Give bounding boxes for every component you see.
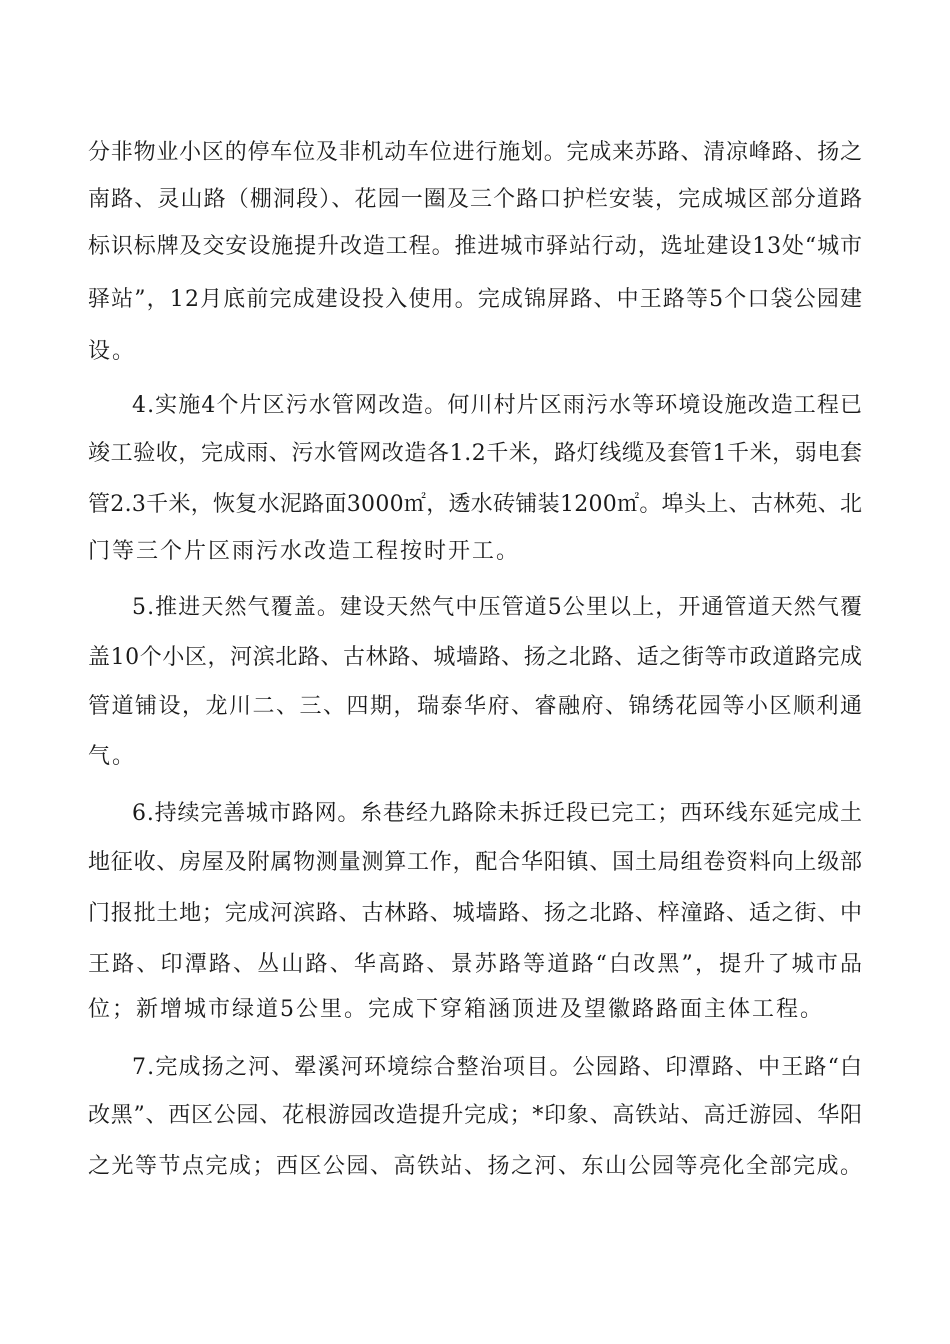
text-line (0, 886, 950, 942)
line-text: 管道铺设，龙川二、三、四期，瑞泰华府、睿融府、锦绣花园等小区顺利通 (88, 694, 864, 719)
line-text: 王路、印潭路、丛山路、华高路、景苏路等道路“白改黑”，提升了城市品 (88, 952, 865, 977)
text-line (0, 324, 950, 380)
line-text: 管2.3千米，恢复水泥路面3000㎡，透水砖铺装1200㎡。埠头上、古林苑、北 (88, 492, 863, 517)
line-text: 位；新增城市绿道5公里。完成下穿箱涵顶进及望徽路路面主体工程。 (88, 997, 824, 1022)
line-text: 地征收、房屋及附属物测量测算工作，配合华阳镇、国土局组卷资料向上级部 (88, 850, 863, 875)
line-text: 6.持续完善城市路网。糸巷经九路除未拆迁段已完工；西环线东延完成土 (132, 801, 863, 826)
line-text: 南路、灵山路（棚洞段）、花园一圈及三个路口护栏安装，完成城区部分道路 (88, 187, 864, 212)
line-text: 门报批土地；完成河滨路、古林路、城墙路、扬之北路、梓潼路、适之街、中 (88, 901, 863, 926)
line-text: 4.实施4个片区污水管网改造。何川村片区雨污水等环境设施改造工程已 (132, 393, 864, 418)
text-line (0, 1088, 950, 1144)
text-line (0, 580, 950, 636)
line-text: 7.完成扬之河、翚溪河环境综合整治项目。公园路、印潭路、中王路“白 (132, 1055, 864, 1080)
text-line (0, 679, 950, 735)
line-text: 盖10个小区，河滨北路、古林路、城墙路、扬之北路、适之街等市政道路完成 (88, 645, 863, 670)
line-text: 分非物业小区的停车位及非机动车位进行施划。完成来苏路、清凉峰路、扬之 (88, 140, 863, 165)
text-line (0, 630, 950, 686)
text-line (0, 1139, 950, 1195)
text-line (0, 835, 950, 891)
line-text: 标识标牌及交安设施提升改造工程。推进城市驿站行动，选址建设13处“城市 (88, 234, 863, 259)
line-text: 设。 (88, 339, 137, 364)
text-line (0, 729, 950, 785)
text-line (0, 982, 950, 1038)
line-text: 竣工验收，完成雨、污水管网改造各1.2千米，路灯线缆及套管1千米，弱电套 (88, 441, 863, 466)
line-text: 改黑”、西区公园、花根游园改造提升完成；*印象、高铁站、高迁游园、华阳 (88, 1103, 863, 1128)
line-text: 5.推进天然气覆盖。建设天然气中压管道5公里以上，开通管道天然气覆 (132, 595, 864, 620)
line-text: 之光等节点完成；西区公园、高铁站、扬之河、东山公园等亮化全部完成。 (88, 1154, 864, 1179)
text-line (0, 272, 950, 328)
text-line (0, 524, 950, 580)
line-text: 门等三个片区雨污水改造工程按时开工。 (88, 539, 521, 564)
text-line (0, 426, 950, 482)
line-text: 气。 (88, 744, 137, 769)
text-line (0, 219, 950, 275)
line-text: 驿站”，12月底前完成建设投入使用。完成锦屏路、中王路等5个口袋公园建 (88, 287, 864, 312)
text-line (0, 786, 950, 842)
